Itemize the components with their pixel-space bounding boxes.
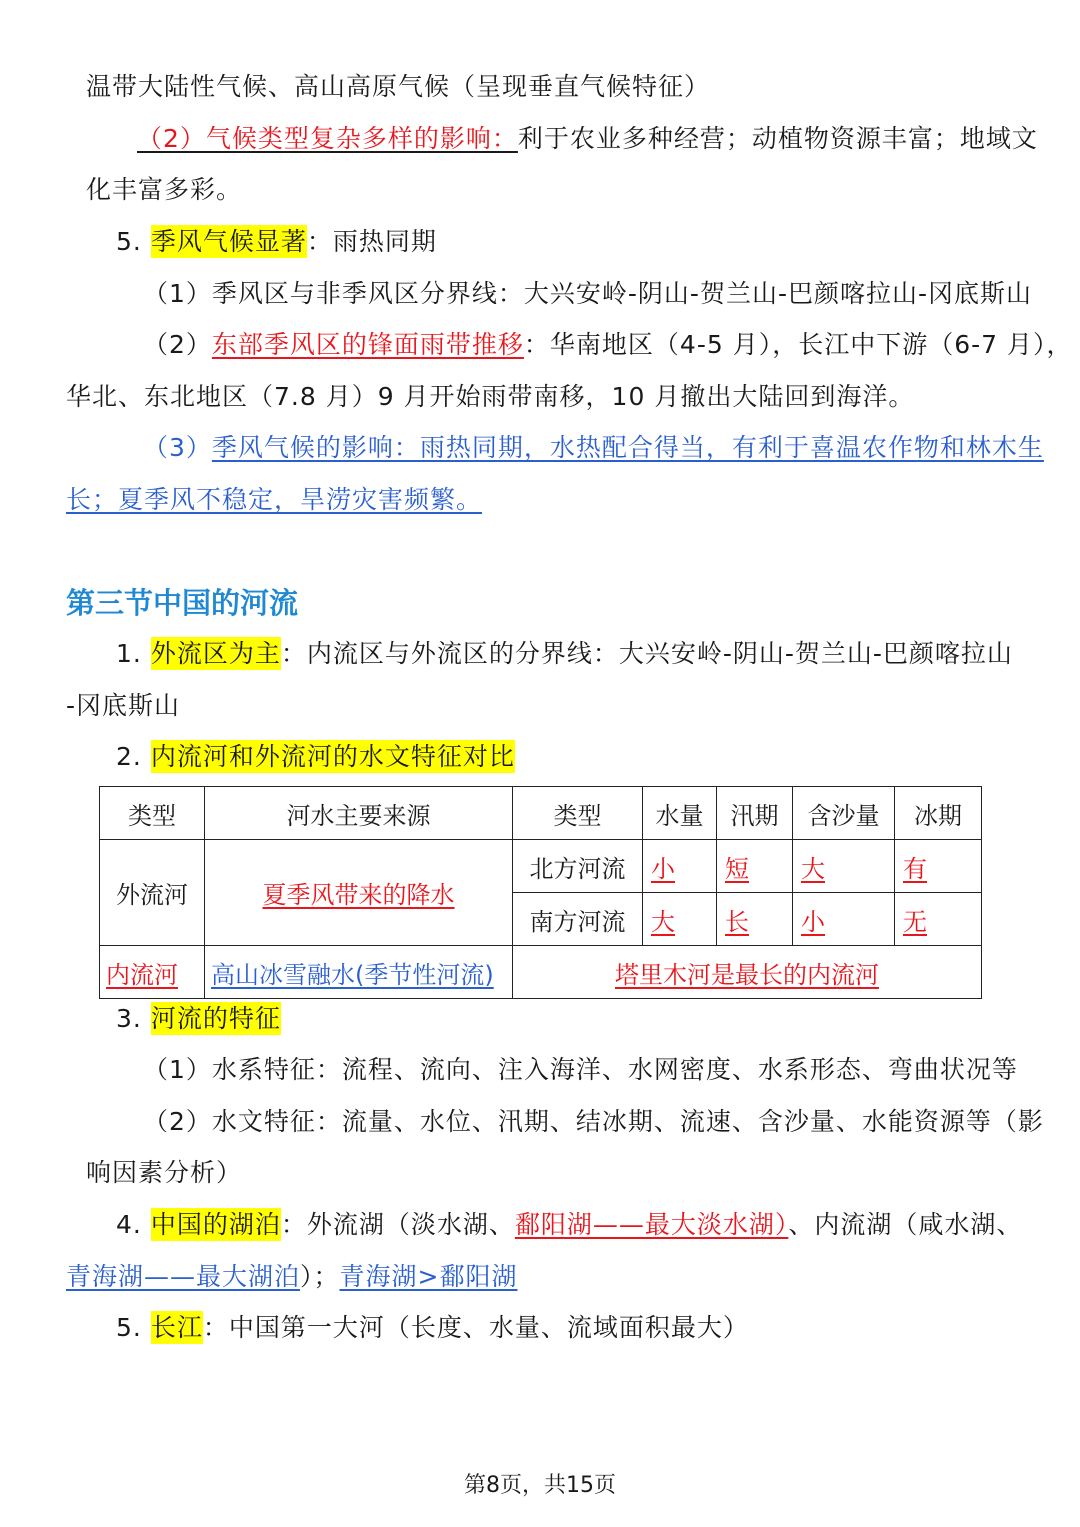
cell-text: 小	[801, 907, 825, 936]
emphasis-text: 青海湖>鄱阳湖	[339, 1262, 518, 1291]
text-line	[0, 1155, 1080, 1191]
item-number: 5.	[116, 1313, 142, 1342]
section-title: 第三节中国的河流	[66, 586, 299, 620]
highlighted-heading: 长江	[150, 1313, 203, 1342]
text-line	[0, 379, 1080, 415]
highlighted-heading: 外流区为主	[150, 639, 281, 668]
text-line	[0, 1104, 1080, 1140]
table-cell	[895, 893, 982, 946]
text-line	[0, 636, 1080, 672]
text-line	[0, 224, 1080, 260]
item-number: 5.	[116, 227, 142, 256]
paragraph-text: （3）	[143, 433, 212, 462]
paragraph-text: 、内流湖（咸水湖、	[788, 1210, 1023, 1239]
highlighted-heading: 内流河和外流河的水文特征对比	[150, 742, 515, 771]
table-header-cell: 汛期	[717, 787, 793, 840]
table-header-cell: 类型	[513, 787, 643, 840]
cell-text: 夏季风带来的降水	[262, 881, 455, 909]
text-line	[0, 1052, 1080, 1088]
table-cell	[513, 946, 982, 999]
item-number: 3.	[116, 1004, 142, 1033]
cell-text: 有	[903, 854, 927, 883]
river-comparison-table	[99, 786, 982, 999]
cell-text: 短	[725, 854, 749, 883]
paragraph-text: （2）	[143, 330, 212, 359]
emphasis-text: 鄱阳湖——最大淡水湖）	[514, 1210, 789, 1239]
paragraph-text: 利于农业多种经营；动植物资源丰富；地域文	[517, 124, 1038, 153]
paragraph-text: ：外流湖（淡水湖、	[280, 1210, 515, 1239]
cell-text: 塔里木河是最长的内流河	[615, 960, 879, 989]
text-line	[0, 276, 1080, 312]
table-header-cell: 冰期	[895, 787, 982, 840]
highlighted-heading: 季风气候显著	[150, 227, 307, 256]
text-line	[0, 482, 1080, 518]
text-line	[0, 1259, 1080, 1295]
table-cell	[205, 946, 513, 999]
paragraph-text: （1）水系特征：流程、流向、注入海洋、水网密度、水系形态、弯曲状况等	[143, 1055, 1018, 1084]
table-cell: 北方河流	[513, 840, 643, 893]
table-cell	[100, 946, 205, 999]
table-cell: 外流河	[100, 840, 205, 946]
emphasis-text: 长；夏季风不稳定，旱涝灾害频繁。	[66, 485, 483, 514]
table-row	[100, 946, 982, 999]
emphasis-text: 季风气候的影响：雨热同期，水热配合得当，有利于喜温农作物和林木生	[211, 433, 1044, 462]
text-line	[0, 1207, 1080, 1243]
emphasis-text: 青海湖——最大湖泊	[66, 1262, 301, 1291]
paragraph-text: 响因素分析）	[86, 1158, 243, 1187]
item-number: 2.	[116, 742, 142, 771]
table-cell: 南方河流	[513, 893, 643, 946]
table-cell	[793, 840, 895, 893]
table-header-cell: 河水主要来源	[205, 787, 513, 840]
table-cell	[717, 893, 793, 946]
paragraph-text: ：中国第一大河（长度、水量、流域面积最大）	[202, 1313, 749, 1342]
table-header-cell: 水量	[643, 787, 717, 840]
cell-text: 大	[651, 907, 675, 936]
item-number: 1.	[116, 639, 142, 668]
table-cell	[717, 840, 793, 893]
table-header-cell: 含沙量	[793, 787, 895, 840]
highlighted-heading: 河流的特征	[150, 1004, 281, 1033]
text-line	[0, 69, 1080, 105]
table-cell	[205, 840, 513, 946]
table-header-row	[100, 787, 982, 840]
emphasis-text: 东部季风区的锋面雨带推移	[211, 330, 524, 359]
text-line	[0, 121, 1080, 157]
paragraph-text: ：雨热同期	[306, 227, 437, 256]
text-line	[0, 172, 1080, 208]
paragraph-text: 华北、东北地区（7.8 月）9 月开始雨带南移，10 月撤出大陆回到海洋。	[66, 382, 915, 411]
text-line	[0, 739, 1080, 775]
table-row	[100, 840, 982, 893]
item-number: 4.	[116, 1210, 142, 1239]
text-line	[0, 430, 1080, 466]
paragraph-text: （1）季风区与非季风区分界线：大兴安岭-阴山-贺兰山-巴颜喀拉山-冈底斯山	[143, 279, 1032, 308]
text-line	[0, 1001, 1080, 1037]
table-cell	[643, 893, 717, 946]
paragraph-text: 化丰富多彩。	[86, 175, 243, 204]
cell-text: 长	[725, 907, 749, 936]
cell-text: 大	[801, 854, 825, 883]
paragraph-text: 温带大陆性气候、高山高原气候（呈现垂直气候特征）	[86, 72, 711, 101]
cell-text: 内流河	[106, 960, 178, 989]
page-number: 第8页，共15页	[464, 1473, 616, 1498]
paragraph-text: ）；	[300, 1262, 340, 1291]
paragraph-text: （2）水文特征：流量、水位、汛期、结冰期、流速、含沙量、水能资源等（影	[143, 1107, 1044, 1136]
paragraph-text: ：内流区与外流区的分界线：大兴安岭-阴山-贺兰山-巴颜喀拉山	[280, 639, 1013, 668]
highlighted-heading: 中国的湖泊	[150, 1210, 281, 1239]
cell-text: 无	[903, 907, 927, 936]
table-header-cell: 类型	[100, 787, 205, 840]
emphasis-text: （2）气候类型复杂多样的影响：	[137, 124, 518, 153]
cell-text: 小	[651, 854, 675, 883]
table-cell	[643, 840, 717, 893]
text-line	[0, 688, 1080, 724]
table-cell	[793, 893, 895, 946]
table-cell	[895, 840, 982, 893]
cell-text: 高山冰雪融水(季节性河流)	[211, 960, 494, 989]
text-line	[0, 327, 1080, 363]
paragraph-text: -冈底斯山	[66, 691, 181, 720]
text-line	[0, 1310, 1080, 1346]
paragraph-text: ：华南地区（4-5 月），长江中下游（6-7 月），	[523, 330, 1073, 359]
